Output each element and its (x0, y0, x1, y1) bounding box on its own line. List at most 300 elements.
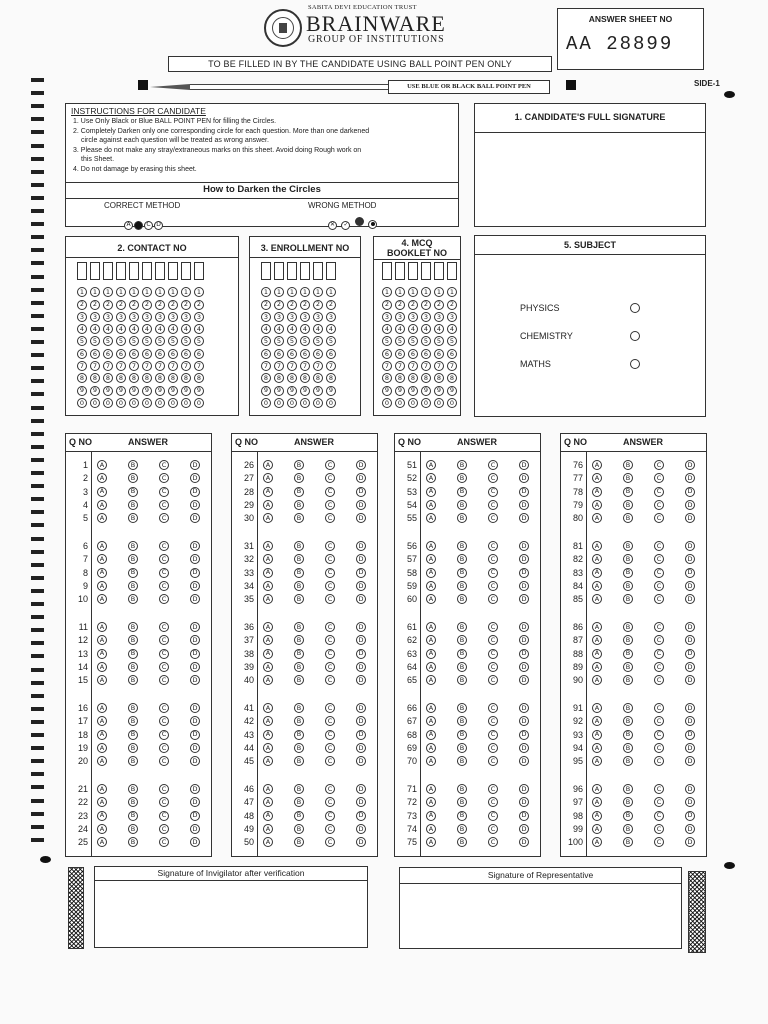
subject-option-bubble[interactable] (630, 359, 640, 369)
contact-no-digit-bubble[interactable]: 0 (142, 398, 152, 408)
enrollment-no-digit-bubble[interactable]: 1 (287, 287, 297, 297)
answer-bubble[interactable]: D (356, 811, 366, 821)
answer-bubble[interactable]: B (294, 460, 304, 470)
answer-bubble[interactable]: D (190, 473, 200, 483)
contact-no-digit-bubble[interactable]: 6 (168, 349, 178, 359)
enrollment-no-digit-bubble[interactable]: 4 (274, 324, 284, 334)
answer-bubble[interactable]: C (654, 460, 664, 470)
contact-no-digit-bubble[interactable]: 9 (116, 386, 126, 396)
answer-bubble[interactable]: D (356, 622, 366, 632)
answer-bubble[interactable]: A (426, 703, 436, 713)
answer-bubble[interactable]: B (623, 594, 633, 604)
enrollment-no-digit-bubble[interactable]: 8 (287, 373, 297, 383)
answer-bubble[interactable]: C (325, 837, 335, 847)
enrollment-no-write-box[interactable] (300, 262, 310, 280)
answer-bubble[interactable]: C (159, 594, 169, 604)
answer-bubble[interactable]: C (488, 703, 498, 713)
answer-bubble[interactable]: C (159, 500, 169, 510)
answer-bubble[interactable]: A (263, 460, 273, 470)
answer-bubble[interactable]: D (685, 568, 695, 578)
answer-bubble[interactable]: B (294, 730, 304, 740)
answer-bubble[interactable]: A (263, 649, 273, 659)
answer-bubble[interactable]: B (294, 635, 304, 645)
answer-bubble[interactable]: C (325, 541, 335, 551)
enrollment-no-write-box[interactable] (313, 262, 323, 280)
contact-no-digit-bubble[interactable]: 5 (168, 336, 178, 346)
answer-bubble[interactable]: A (97, 824, 107, 834)
answer-bubble[interactable]: D (519, 513, 529, 523)
answer-bubble[interactable]: D (519, 473, 529, 483)
contact-no-digit-bubble[interactable]: 3 (194, 312, 204, 322)
answer-bubble[interactable]: C (159, 635, 169, 645)
answer-bubble[interactable]: B (128, 811, 138, 821)
contact-no-write-box[interactable] (116, 262, 126, 280)
enrollment-no-digit-bubble[interactable]: 3 (287, 312, 297, 322)
enrollment-no-digit-bubble[interactable]: 3 (313, 312, 323, 322)
answer-bubble[interactable]: D (190, 811, 200, 821)
answer-bubble[interactable]: B (457, 554, 467, 564)
answer-bubble[interactable]: B (457, 716, 467, 726)
enrollment-no-digit-bubble[interactable]: 6 (261, 349, 271, 359)
answer-bubble[interactable]: D (356, 743, 366, 753)
answer-bubble[interactable]: D (685, 622, 695, 632)
contact-no-digit-bubble[interactable]: 2 (77, 300, 87, 310)
answer-bubble[interactable]: B (128, 460, 138, 470)
answer-bubble[interactable]: B (623, 743, 633, 753)
answer-bubble[interactable]: D (685, 473, 695, 483)
answer-bubble[interactable]: D (356, 594, 366, 604)
answer-bubble[interactable]: C (488, 513, 498, 523)
booklet-no-digit-bubble[interactable]: 8 (447, 373, 457, 383)
answer-bubble[interactable]: A (97, 622, 107, 632)
booklet-no-digit-bubble[interactable]: 8 (382, 373, 392, 383)
answer-bubble[interactable]: B (128, 716, 138, 726)
answer-bubble[interactable]: D (519, 784, 529, 794)
answer-bubble[interactable]: A (97, 635, 107, 645)
contact-no-digit-bubble[interactable]: 2 (168, 300, 178, 310)
answer-bubble[interactable]: A (263, 811, 273, 821)
answer-bubble[interactable]: B (128, 756, 138, 766)
answer-bubble[interactable]: C (159, 622, 169, 632)
answer-bubble[interactable]: A (426, 756, 436, 766)
answer-bubble[interactable]: A (426, 662, 436, 672)
enrollment-no-digit-bubble[interactable]: 1 (261, 287, 271, 297)
answer-bubble[interactable]: A (426, 500, 436, 510)
answer-bubble[interactable]: A (263, 703, 273, 713)
answer-bubble[interactable]: D (519, 635, 529, 645)
answer-bubble[interactable]: C (325, 824, 335, 834)
answer-bubble[interactable]: B (128, 675, 138, 685)
answer-bubble[interactable]: A (426, 743, 436, 753)
booklet-no-digit-bubble[interactable]: 9 (382, 386, 392, 396)
invigilator-signature-box[interactable] (94, 866, 368, 948)
answer-bubble[interactable]: A (97, 784, 107, 794)
booklet-no-digit-bubble[interactable]: 1 (421, 287, 431, 297)
answer-bubble[interactable]: C (488, 797, 498, 807)
answer-bubble[interactable]: D (685, 675, 695, 685)
booklet-no-digit-bubble[interactable]: 9 (408, 386, 418, 396)
answer-bubble[interactable]: B (457, 622, 467, 632)
answer-bubble[interactable]: A (592, 675, 602, 685)
answer-bubble[interactable]: B (623, 756, 633, 766)
enrollment-no-digit-bubble[interactable]: 2 (300, 300, 310, 310)
contact-no-digit-bubble[interactable]: 5 (155, 336, 165, 346)
answer-bubble[interactable]: C (488, 730, 498, 740)
answer-bubble[interactable]: D (519, 662, 529, 672)
enrollment-no-digit-bubble[interactable]: 9 (261, 386, 271, 396)
answer-bubble[interactable]: B (294, 703, 304, 713)
contact-no-digit-bubble[interactable]: 7 (155, 361, 165, 371)
answer-bubble[interactable]: B (294, 473, 304, 483)
answer-bubble[interactable]: D (356, 716, 366, 726)
answer-bubble[interactable]: B (128, 581, 138, 591)
contact-no-digit-bubble[interactable]: 0 (90, 398, 100, 408)
answer-bubble[interactable]: D (519, 811, 529, 821)
booklet-no-digit-bubble[interactable]: 0 (434, 398, 444, 408)
answer-bubble[interactable]: D (685, 649, 695, 659)
answer-bubble[interactable]: D (356, 581, 366, 591)
contact-no-digit-bubble[interactable]: 2 (129, 300, 139, 310)
booklet-no-digit-bubble[interactable]: 2 (395, 300, 405, 310)
answer-bubble[interactable]: A (263, 635, 273, 645)
answer-bubble[interactable]: A (263, 554, 273, 564)
contact-no-digit-bubble[interactable]: 2 (194, 300, 204, 310)
answer-bubble[interactable]: C (159, 460, 169, 470)
answer-bubble[interactable]: A (426, 554, 436, 564)
contact-no-digit-bubble[interactable]: 2 (181, 300, 191, 310)
contact-no-digit-bubble[interactable]: 7 (181, 361, 191, 371)
answer-bubble[interactable]: C (488, 622, 498, 632)
answer-bubble[interactable]: A (97, 554, 107, 564)
contact-no-digit-bubble[interactable]: 8 (155, 373, 165, 383)
answer-bubble[interactable]: D (519, 568, 529, 578)
enrollment-no-digit-bubble[interactable]: 3 (261, 312, 271, 322)
answer-bubble[interactable]: D (685, 594, 695, 604)
answer-bubble[interactable]: A (263, 837, 273, 847)
booklet-no-digit-bubble[interactable]: 6 (382, 349, 392, 359)
answer-bubble[interactable]: A (97, 703, 107, 713)
answer-bubble[interactable]: A (426, 797, 436, 807)
answer-bubble[interactable]: D (685, 811, 695, 821)
candidate-signature-box[interactable] (474, 103, 706, 227)
answer-bubble[interactable]: C (325, 622, 335, 632)
booklet-no-digit-bubble[interactable]: 1 (395, 287, 405, 297)
booklet-no-digit-bubble[interactable]: 2 (382, 300, 392, 310)
booklet-no-write-box[interactable] (408, 262, 418, 280)
answer-bubble[interactable]: B (128, 784, 138, 794)
enrollment-no-digit-bubble[interactable]: 2 (326, 300, 336, 310)
answer-bubble[interactable]: A (426, 837, 436, 847)
contact-no-digit-bubble[interactable]: 6 (77, 349, 87, 359)
answer-bubble[interactable]: D (356, 649, 366, 659)
contact-no-digit-bubble[interactable]: 3 (116, 312, 126, 322)
answer-bubble[interactable]: C (159, 837, 169, 847)
subject-option-bubble[interactable] (630, 331, 640, 341)
answer-bubble[interactable]: C (654, 473, 664, 483)
answer-bubble[interactable]: C (654, 500, 664, 510)
answer-bubble[interactable]: B (623, 460, 633, 470)
enrollment-no-digit-bubble[interactable]: 9 (274, 386, 284, 396)
answer-bubble[interactable]: C (159, 730, 169, 740)
answer-bubble[interactable]: B (623, 811, 633, 821)
answer-bubble[interactable]: C (488, 487, 498, 497)
contact-no-write-box[interactable] (168, 262, 178, 280)
contact-no-digit-bubble[interactable]: 4 (129, 324, 139, 334)
contact-no-digit-bubble[interactable]: 5 (90, 336, 100, 346)
booklet-no-digit-bubble[interactable]: 4 (421, 324, 431, 334)
answer-bubble[interactable]: B (457, 756, 467, 766)
enrollment-no-write-box[interactable] (261, 262, 271, 280)
contact-no-digit-bubble[interactable]: 8 (181, 373, 191, 383)
contact-no-digit-bubble[interactable]: 3 (129, 312, 139, 322)
answer-bubble[interactable]: D (685, 837, 695, 847)
contact-no-digit-bubble[interactable]: 6 (129, 349, 139, 359)
answer-bubble[interactable]: D (190, 784, 200, 794)
answer-bubble[interactable]: B (457, 460, 467, 470)
contact-no-digit-bubble[interactable]: 3 (181, 312, 191, 322)
answer-bubble[interactable]: A (263, 541, 273, 551)
answer-bubble[interactable]: A (97, 513, 107, 523)
answer-bubble[interactable]: C (488, 554, 498, 564)
answer-bubble[interactable]: B (128, 487, 138, 497)
answer-bubble[interactable]: D (356, 756, 366, 766)
answer-bubble[interactable]: B (294, 824, 304, 834)
contact-no-digit-bubble[interactable]: 4 (168, 324, 178, 334)
answer-bubble[interactable]: A (426, 513, 436, 523)
answer-bubble[interactable]: D (356, 675, 366, 685)
booklet-no-write-box[interactable] (447, 262, 457, 280)
booklet-no-digit-bubble[interactable]: 5 (408, 336, 418, 346)
enrollment-no-digit-bubble[interactable]: 5 (313, 336, 323, 346)
answer-bubble[interactable]: A (426, 730, 436, 740)
answer-bubble[interactable]: A (426, 594, 436, 604)
answer-bubble[interactable]: D (519, 649, 529, 659)
subject-option-bubble[interactable] (630, 303, 640, 313)
enrollment-no-write-box[interactable] (274, 262, 284, 280)
answer-bubble[interactable]: A (426, 460, 436, 470)
answer-bubble[interactable]: A (263, 622, 273, 632)
contact-no-digit-bubble[interactable]: 5 (103, 336, 113, 346)
answer-bubble[interactable]: A (426, 568, 436, 578)
answer-bubble[interactable]: C (159, 568, 169, 578)
contact-no-digit-bubble[interactable]: 1 (103, 287, 113, 297)
answer-bubble[interactable]: C (488, 756, 498, 766)
answer-bubble[interactable]: A (592, 500, 602, 510)
answer-bubble[interactable]: B (623, 784, 633, 794)
answer-bubble[interactable]: B (623, 568, 633, 578)
contact-no-digit-bubble[interactable]: 7 (168, 361, 178, 371)
answer-bubble[interactable]: B (294, 594, 304, 604)
contact-no-digit-bubble[interactable]: 2 (116, 300, 126, 310)
answer-bubble[interactable]: C (654, 541, 664, 551)
answer-bubble[interactable]: B (623, 500, 633, 510)
contact-no-digit-bubble[interactable]: 6 (194, 349, 204, 359)
booklet-no-digit-bubble[interactable]: 2 (408, 300, 418, 310)
answer-bubble[interactable]: C (488, 568, 498, 578)
contact-no-digit-bubble[interactable]: 2 (90, 300, 100, 310)
enrollment-no-digit-bubble[interactable]: 7 (326, 361, 336, 371)
answer-bubble[interactable]: C (654, 662, 664, 672)
answer-bubble[interactable]: D (356, 500, 366, 510)
contact-no-write-box[interactable] (129, 262, 139, 280)
answer-bubble[interactable]: B (457, 513, 467, 523)
answer-bubble[interactable]: B (128, 594, 138, 604)
contact-no-write-box[interactable] (90, 262, 100, 280)
answer-bubble[interactable]: B (623, 797, 633, 807)
answer-bubble[interactable]: D (356, 837, 366, 847)
answer-bubble[interactable]: D (356, 554, 366, 564)
answer-bubble[interactable]: C (488, 649, 498, 659)
booklet-no-digit-bubble[interactable]: 0 (382, 398, 392, 408)
answer-bubble[interactable]: C (325, 460, 335, 470)
answer-bubble[interactable]: C (654, 743, 664, 753)
enrollment-no-digit-bubble[interactable]: 9 (287, 386, 297, 396)
answer-bubble[interactable]: B (457, 635, 467, 645)
answer-bubble[interactable]: C (488, 824, 498, 834)
answer-bubble[interactable]: C (488, 473, 498, 483)
contact-no-digit-bubble[interactable]: 0 (103, 398, 113, 408)
enrollment-no-digit-bubble[interactable]: 3 (326, 312, 336, 322)
answer-bubble[interactable]: A (97, 568, 107, 578)
answer-bubble[interactable]: D (190, 716, 200, 726)
answer-bubble[interactable]: A (426, 811, 436, 821)
booklet-no-digit-bubble[interactable]: 6 (447, 349, 457, 359)
answer-bubble[interactable]: A (263, 594, 273, 604)
answer-bubble[interactable]: C (654, 581, 664, 591)
answer-bubble[interactable]: D (356, 824, 366, 834)
answer-bubble[interactable]: D (190, 824, 200, 834)
contact-no-digit-bubble[interactable]: 6 (181, 349, 191, 359)
answer-bubble[interactable]: A (97, 594, 107, 604)
contact-no-digit-bubble[interactable]: 0 (129, 398, 139, 408)
booklet-no-digit-bubble[interactable]: 6 (408, 349, 418, 359)
booklet-no-digit-bubble[interactable]: 1 (447, 287, 457, 297)
answer-bubble[interactable]: D (356, 473, 366, 483)
representative-signature-box[interactable] (399, 867, 682, 949)
answer-bubble[interactable]: C (159, 581, 169, 591)
answer-bubble[interactable]: A (592, 784, 602, 794)
enrollment-no-digit-bubble[interactable]: 2 (274, 300, 284, 310)
answer-bubble[interactable]: C (325, 743, 335, 753)
contact-no-digit-bubble[interactable]: 8 (168, 373, 178, 383)
answer-bubble[interactable]: C (654, 716, 664, 726)
contact-no-digit-bubble[interactable]: 3 (77, 312, 87, 322)
contact-no-digit-bubble[interactable]: 5 (129, 336, 139, 346)
answer-bubble[interactable]: B (623, 675, 633, 685)
answer-bubble[interactable]: B (457, 568, 467, 578)
enrollment-no-digit-bubble[interactable]: 2 (261, 300, 271, 310)
answer-bubble[interactable]: D (519, 500, 529, 510)
contact-no-digit-bubble[interactable]: 1 (194, 287, 204, 297)
answer-bubble[interactable]: B (128, 500, 138, 510)
answer-bubble[interactable]: A (97, 797, 107, 807)
answer-bubble[interactable]: B (457, 541, 467, 551)
booklet-no-digit-bubble[interactable]: 4 (447, 324, 457, 334)
enrollment-no-digit-bubble[interactable]: 0 (287, 398, 297, 408)
answer-bubble[interactable]: A (426, 675, 436, 685)
booklet-no-digit-bubble[interactable]: 8 (408, 373, 418, 383)
answer-bubble[interactable]: A (97, 541, 107, 551)
contact-no-digit-bubble[interactable]: 1 (155, 287, 165, 297)
booklet-no-digit-bubble[interactable]: 0 (408, 398, 418, 408)
contact-no-digit-bubble[interactable]: 7 (142, 361, 152, 371)
contact-no-digit-bubble[interactable]: 2 (142, 300, 152, 310)
answer-bubble[interactable]: D (190, 487, 200, 497)
answer-bubble[interactable]: C (159, 473, 169, 483)
answer-bubble[interactable]: A (426, 784, 436, 794)
booklet-no-digit-bubble[interactable]: 7 (408, 361, 418, 371)
answer-bubble[interactable]: A (592, 743, 602, 753)
contact-no-digit-bubble[interactable]: 8 (103, 373, 113, 383)
contact-no-digit-bubble[interactable]: 5 (142, 336, 152, 346)
answer-bubble[interactable]: A (263, 662, 273, 672)
answer-bubble[interactable]: B (294, 554, 304, 564)
answer-bubble[interactable]: A (263, 784, 273, 794)
booklet-no-digit-bubble[interactable]: 7 (421, 361, 431, 371)
answer-bubble[interactable]: B (128, 473, 138, 483)
enrollment-no-digit-bubble[interactable]: 8 (274, 373, 284, 383)
answer-bubble[interactable]: D (190, 703, 200, 713)
answer-bubble[interactable]: B (623, 730, 633, 740)
answer-bubble[interactable]: D (356, 784, 366, 794)
answer-bubble[interactable]: A (97, 500, 107, 510)
enrollment-no-digit-bubble[interactable]: 4 (326, 324, 336, 334)
answer-bubble[interactable]: B (128, 635, 138, 645)
answer-bubble[interactable]: C (325, 716, 335, 726)
contact-no-digit-bubble[interactable]: 4 (142, 324, 152, 334)
answer-bubble[interactable]: D (519, 756, 529, 766)
answer-bubble[interactable]: D (685, 797, 695, 807)
answer-bubble[interactable]: A (592, 756, 602, 766)
answer-bubble[interactable]: B (128, 649, 138, 659)
booklet-no-write-box[interactable] (434, 262, 444, 280)
answer-bubble[interactable]: D (190, 460, 200, 470)
answer-bubble[interactable]: B (457, 743, 467, 753)
booklet-no-digit-bubble[interactable]: 9 (434, 386, 444, 396)
answer-bubble[interactable]: B (128, 824, 138, 834)
enrollment-no-digit-bubble[interactable]: 1 (313, 287, 323, 297)
contact-no-digit-bubble[interactable]: 6 (103, 349, 113, 359)
answer-bubble[interactable]: C (654, 756, 664, 766)
answer-bubble[interactable]: A (263, 743, 273, 753)
answer-bubble[interactable]: A (263, 756, 273, 766)
answer-bubble[interactable]: B (128, 541, 138, 551)
answer-bubble[interactable]: C (654, 568, 664, 578)
enrollment-no-digit-bubble[interactable]: 5 (287, 336, 297, 346)
contact-no-digit-bubble[interactable]: 3 (168, 312, 178, 322)
answer-bubble[interactable]: C (159, 487, 169, 497)
enrollment-no-digit-bubble[interactable]: 0 (300, 398, 310, 408)
answer-bubble[interactable]: D (190, 635, 200, 645)
contact-no-digit-bubble[interactable]: 7 (77, 361, 87, 371)
enrollment-no-digit-bubble[interactable]: 8 (300, 373, 310, 383)
answer-bubble[interactable]: D (519, 487, 529, 497)
answer-bubble[interactable]: A (97, 675, 107, 685)
enrollment-no-digit-bubble[interactable]: 9 (326, 386, 336, 396)
answer-bubble[interactable]: A (592, 594, 602, 604)
contact-no-digit-bubble[interactable]: 6 (142, 349, 152, 359)
contact-no-digit-bubble[interactable]: 7 (194, 361, 204, 371)
answer-bubble[interactable]: C (654, 635, 664, 645)
answer-bubble[interactable]: C (488, 675, 498, 685)
enrollment-no-digit-bubble[interactable]: 0 (313, 398, 323, 408)
answer-bubble[interactable]: B (294, 649, 304, 659)
answer-bubble[interactable]: D (519, 541, 529, 551)
answer-bubble[interactable]: A (426, 635, 436, 645)
contact-no-digit-bubble[interactable]: 8 (129, 373, 139, 383)
answer-bubble[interactable]: B (457, 662, 467, 672)
answer-bubble[interactable]: B (294, 811, 304, 821)
